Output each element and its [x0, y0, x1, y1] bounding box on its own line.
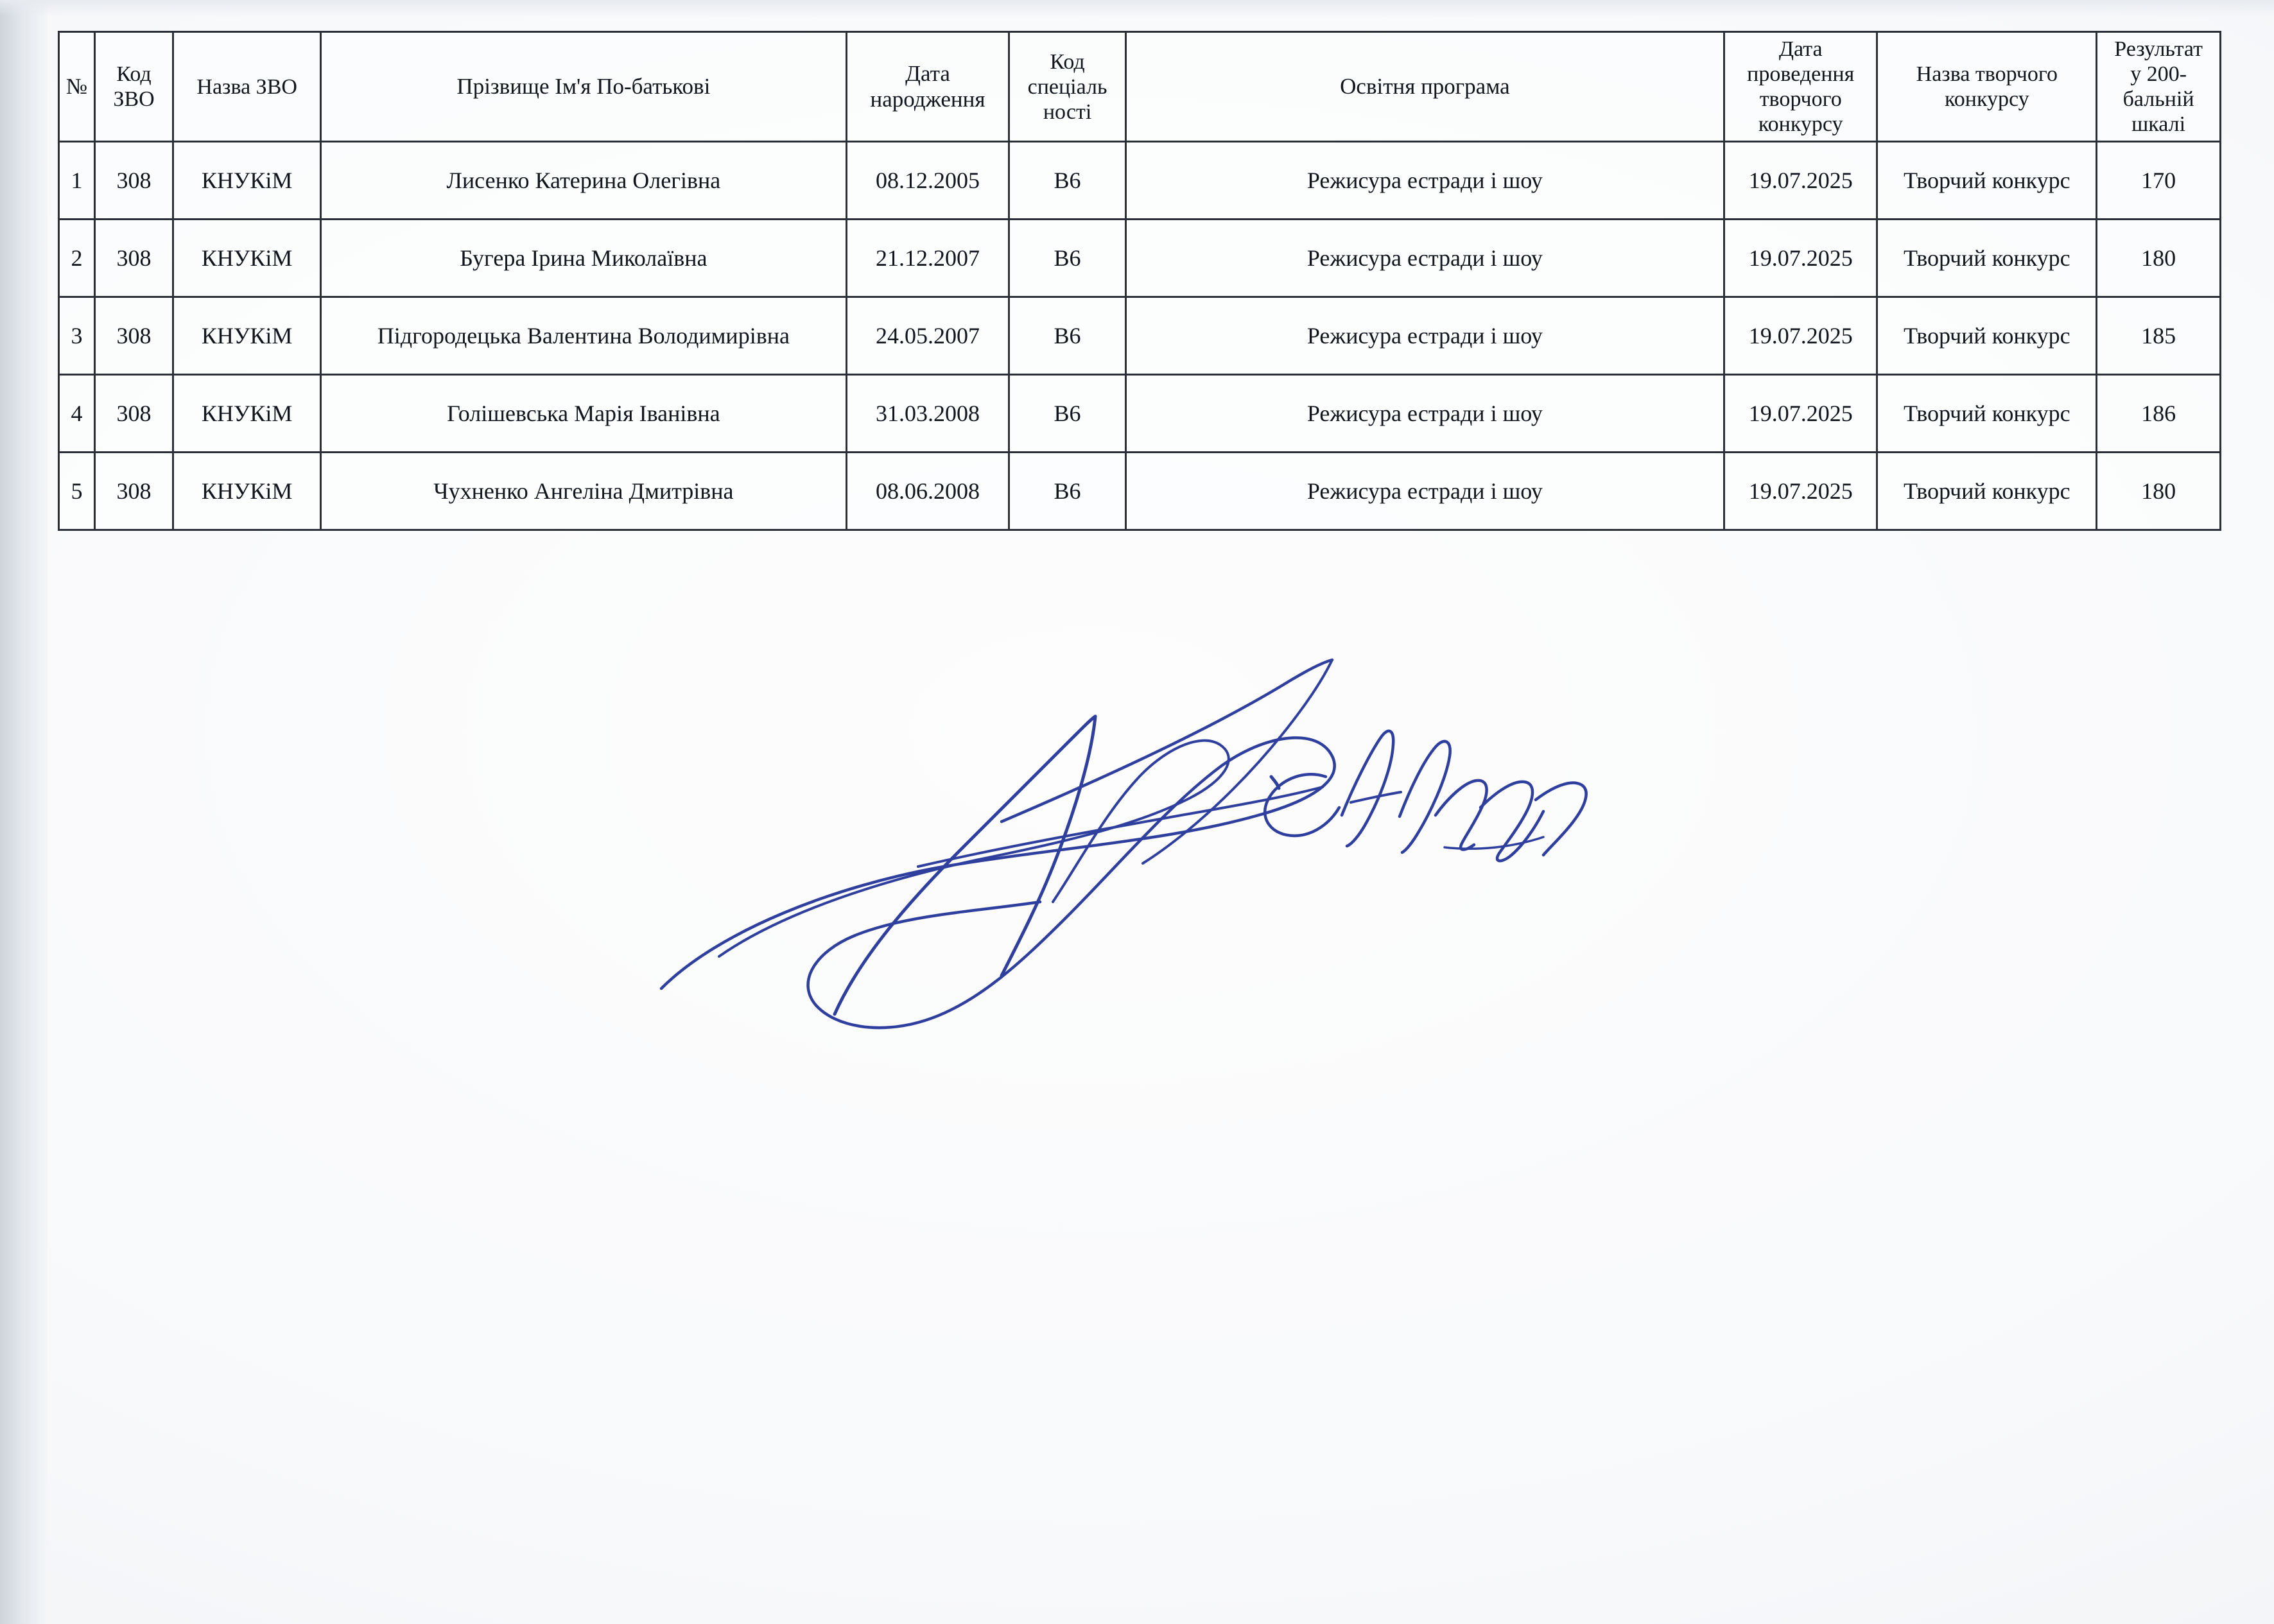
table-row [59, 375, 2221, 453]
cell-speciality-code: В6 [1009, 453, 1125, 530]
cell-birth-date: 08.06.2008 [846, 453, 1009, 530]
cell-program: Режисура естради і шоу [1125, 142, 1724, 220]
column-header-full-name: Прізвище Ім'я По-батькові [321, 32, 846, 142]
cell-birth-date: 21.12.2007 [846, 220, 1009, 297]
cell-zvo-code: 308 [94, 142, 173, 220]
signature-icon [642, 655, 1733, 1104]
cell-full-name: Голішевська Марія Іванівна [321, 375, 846, 453]
cell-number: 3 [59, 297, 95, 375]
cell-contest-date: 19.07.2025 [1724, 297, 1877, 375]
cell-zvo-name: КНУКіМ [173, 375, 321, 453]
table-row [59, 220, 2221, 297]
table-row [59, 453, 2221, 530]
cell-number: 5 [59, 453, 95, 530]
results-table-container [58, 31, 2221, 531]
cell-program: Режисура естради і шоу [1125, 375, 1724, 453]
cell-program: Режисура естради і шоу [1125, 453, 1724, 530]
cell-birth-date: 24.05.2007 [846, 297, 1009, 375]
cell-number: 2 [59, 220, 95, 297]
cell-speciality-code: В6 [1009, 375, 1125, 453]
cell-zvo-code: 308 [94, 297, 173, 375]
cell-full-name: Чухненко Ангеліна Дмитрівна [321, 453, 846, 530]
cell-full-name: Лисенко Катерина Олегівна [321, 142, 846, 220]
cell-birth-date: 08.12.2005 [846, 142, 1009, 220]
cell-result: 170 [2097, 142, 2221, 220]
cell-zvo-code: 308 [94, 375, 173, 453]
cell-number: 1 [59, 142, 95, 220]
cell-zvo-code: 308 [94, 453, 173, 530]
cell-contest-name: Творчий конкурс [1877, 375, 2097, 453]
column-header-contest-date: Дата проведення творчого конкурсу [1724, 32, 1877, 142]
cell-contest-date: 19.07.2025 [1724, 220, 1877, 297]
table-body [59, 142, 2221, 530]
cell-contest-date: 19.07.2025 [1724, 375, 1877, 453]
cell-zvo-name: КНУКіМ [173, 142, 321, 220]
cell-zvo-name: КНУКіМ [173, 220, 321, 297]
cell-number: 4 [59, 375, 95, 453]
cell-zvo-code: 308 [94, 220, 173, 297]
cell-full-name: Бугера Ірина Миколаївна [321, 220, 846, 297]
cell-program: Режисура естради і шоу [1125, 220, 1724, 297]
cell-contest-name: Творчий конкурс [1877, 297, 2097, 375]
cell-speciality-code: В6 [1009, 142, 1125, 220]
cell-birth-date: 31.03.2008 [846, 375, 1009, 453]
cell-contest-name: Творчий конкурс [1877, 142, 2097, 220]
column-header-speciality-code: Код спеціаль ності [1009, 32, 1125, 142]
cell-result: 180 [2097, 453, 2221, 530]
column-header-birth-date: Дата народження [846, 32, 1009, 142]
cell-contest-date: 19.07.2025 [1724, 142, 1877, 220]
column-header-zvo-name: Назва ЗВО [173, 32, 321, 142]
cell-speciality-code: В6 [1009, 297, 1125, 375]
cell-result: 185 [2097, 297, 2221, 375]
table-header-row [59, 32, 2221, 142]
column-header-number: № [59, 32, 95, 142]
table-header [59, 32, 2221, 142]
column-header-contest-name: Назва творчого конкурсу [1877, 32, 2097, 142]
cell-contest-date: 19.07.2025 [1724, 453, 1877, 530]
column-header-program: Освітня програма [1125, 32, 1724, 142]
cell-result: 180 [2097, 220, 2221, 297]
cell-result: 186 [2097, 375, 2221, 453]
cell-full-name: Підгородецька Валентина Володимирівна [321, 297, 846, 375]
table-row [59, 142, 2221, 220]
cell-zvo-name: КНУКіМ [173, 453, 321, 530]
results-table [58, 31, 2221, 531]
cell-program: Режисура естради і шоу [1125, 297, 1724, 375]
cell-contest-name: Творчий конкурс [1877, 453, 2097, 530]
column-header-result: Результат у 200- бальній шкалі [2097, 32, 2221, 142]
cell-zvo-name: КНУКіМ [173, 297, 321, 375]
cell-contest-name: Творчий конкурс [1877, 220, 2097, 297]
cell-speciality-code: В6 [1009, 220, 1125, 297]
signature-area [642, 655, 1733, 1104]
column-header-zvo-code: Код ЗВО [94, 32, 173, 142]
table-row [59, 297, 2221, 375]
